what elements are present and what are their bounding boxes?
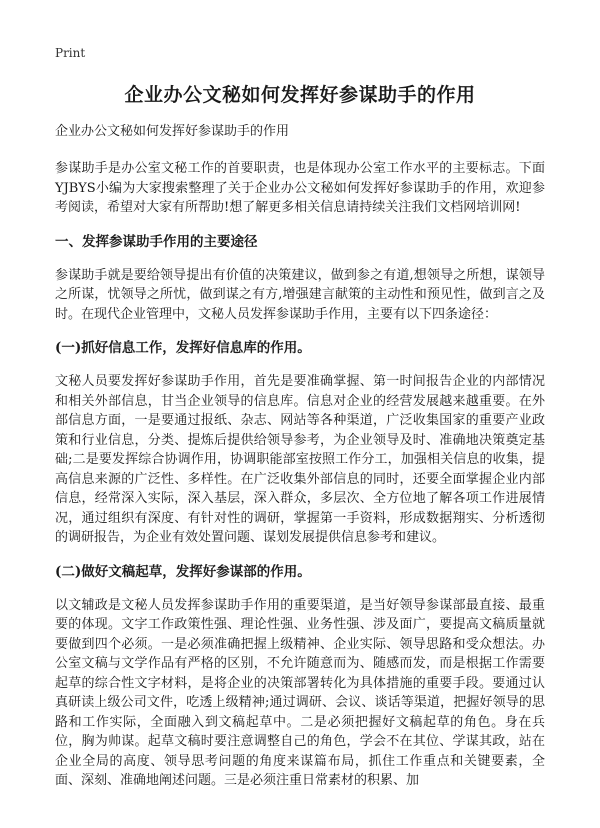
article-subtitle: 企业办公文秘如何发挥好参谋助手的作用 xyxy=(55,124,290,139)
subsection-heading-1: (一)抓好信息工作，发挥好信息库的作用。 xyxy=(55,340,311,356)
section-heading-1: 一、发挥参谋助手作用的主要途径 xyxy=(55,233,258,250)
intro-paragraph: 参谋助手是办公室文秘工作的首要职责，也是体现办公室工作水平的主要标志。下面YJBYS小编为大家搜索整理了关于企业办公文秘如何发挥好参谋助手的作用，欢迎参考阅读，希望对大家有所帮助!想了解更多相关信息请持续关注我们文档网培训网! xyxy=(55,161,545,215)
article-body xyxy=(55,122,545,805)
document-title: 企业办公文秘如何发挥好参谋助手的作用 xyxy=(124,84,476,106)
subsection1-paragraph: 文秘人员要发挥好参谋助手作用，首先是要准确掌握、第一时间报告企业的内部情况和相关外部信息，甘当企业领导的信息库。信息对企业的经营发展越来越重要。在外部信息方面，一是要通过报纸、杂志、网站等各种渠道，广泛收集国家的重要产业政策和行业信息，分类、提炼后提供给领导参考，为企业领导及时、准确地决策奠定基础;二是要发挥综合协调作用，协调职能部室按照工作分工，加强相关信息的收集，提高信息来源的广泛性、多样性。在广泛收集外部信息的同时，还要全面掌握企业内部信息，经常深入实际，深入基层，深入群众，多层次、全方位地了解各项工作进展情况，通过组织有深度、有针对性的调研，掌握第一手资料，形成数据翔实、分析透彻的调研报告，为企业有效处置问题、谋划发展提供信息参考和建议。 xyxy=(55,374,545,545)
section1-paragraph: 参谋助手就是要给领导提出有价值的决策建议，做到参之有道,想领导之所想，谋领导之所谋，忧领导之所忧，做到谋之有方,增强建言献策的主动性和预见性，做到言之及时。在现代企业管理中，文秘人员发挥参谋助手作用，主要有以下四条途径： xyxy=(55,267,545,322)
subsection-heading-2: (二)做好文稿起草，发挥好参谋部的作用。 xyxy=(55,563,311,580)
print-link[interactable]: Print xyxy=(55,46,86,60)
subsection2-paragraph: 以文辅政是文秘人员发挥参谋助手作用的重要渠道，是当好领导参谋部最直接、最重要的体现。文字工作政策性强、理论性强、业务性强、涉及面广，要提高文稿质量就要做到四个必须。一是必须准确把握上级精神、企业实际、领导思路和受众想法。办公室文稿与文学作品有严格的区别，不允许随意而为、随感而发，而是根据工作需要起草的综合性文字材料，是将企业的决策部署转化为具体措施的重要手段。要通过认真研读上级公司文件，吃透上级精神;通过调研、会议、谈话等渠道，把握好领导的思路和工作实际，全面融入到文稿起草中。二是必须把握好文稿起草的角色。身在兵位，胸为帅谋。起草文稿时要注意调整自己的角色，学会不在其位、学谋其政，站在企业全局的高度、领导思考问题的角度来谋篇布局，抓住工作重点和关键要素，全面、深刻、准确地阐述问题。三是必须注重日常素材的积累、加 xyxy=(55,597,545,788)
